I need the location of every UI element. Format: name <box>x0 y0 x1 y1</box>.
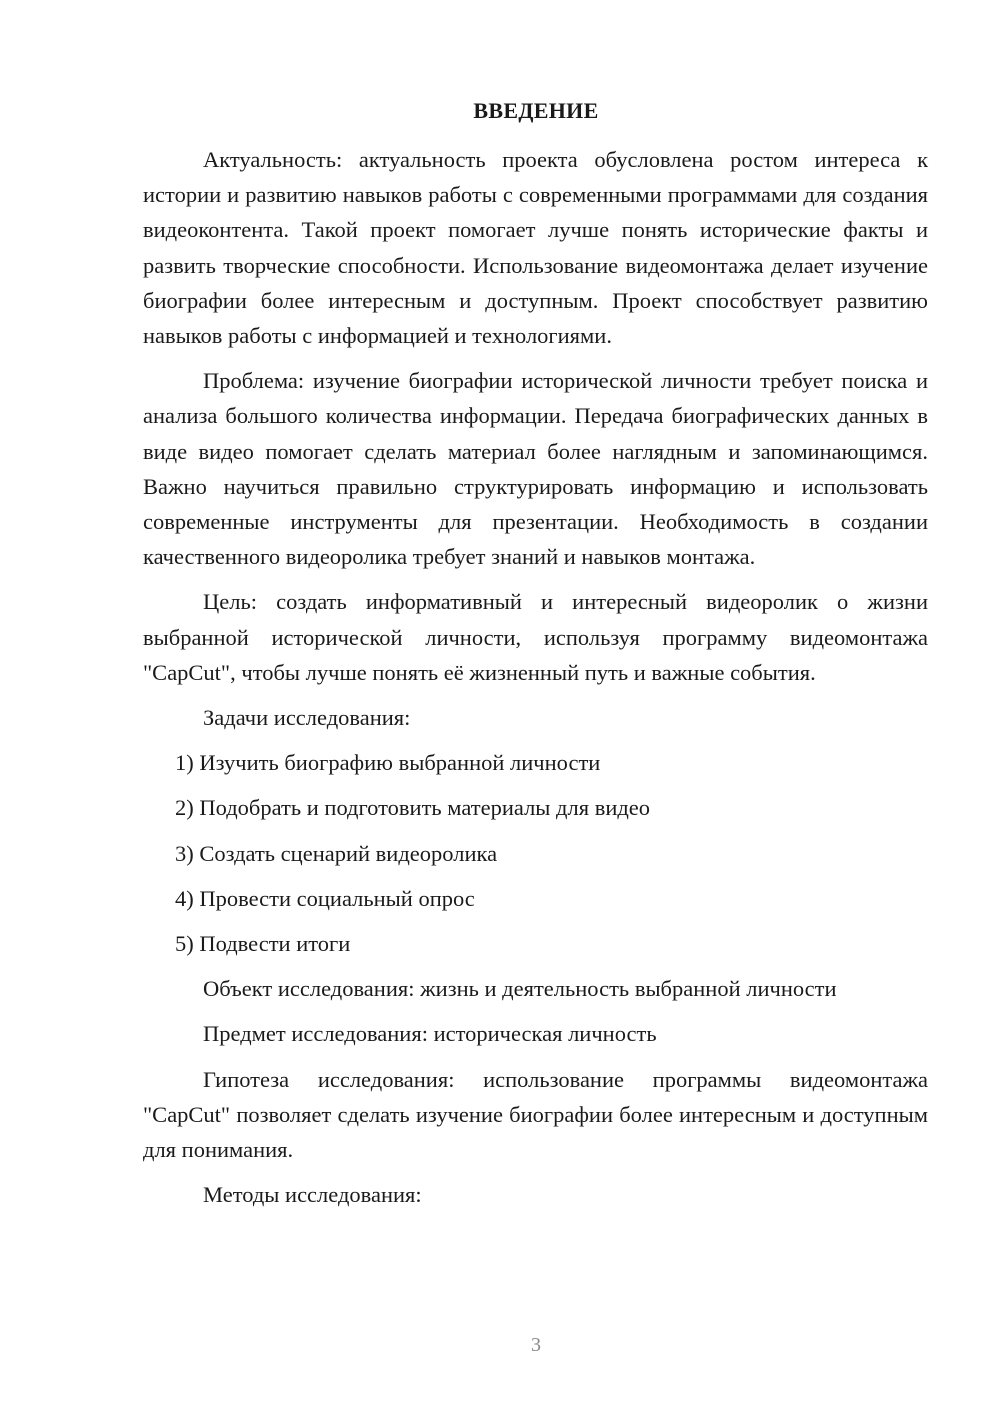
task-item: 3) Создать сценарий видеоролика <box>175 840 498 866</box>
relevance-paragraph: Актуальность: актуальность проекта обусловлена ростом интереса к истории и развитию навыков работы с современными программами для создания видеоконтента. Такой проект помогает лучше понять исторические факты и развить творческие способности. Использование видеомонтажа делает изучение биографии более интересным и доступным. Проект способствует развитию навыков работы с информацией и технологиями. <box>143 147 928 349</box>
task-item: 2) Подобрать и подготовить материалы для видео <box>175 795 651 821</box>
methods-heading: Методы исследования: <box>203 1182 422 1208</box>
page-number: 3 <box>531 1334 541 1356</box>
problem-paragraph: Проблема: изучение биографии исторической личности требует поиска и анализа большого количества информации. Передача биографических данных в виде видео помогает сделать материал более наглядным и запоминающимся. Важно научиться правильно структурировать информацию и использовать современные инструменты для презентации. Необходимость в создании качественного видеоролика требует знаний и навыков монтажа. <box>143 368 928 570</box>
object-line: Объект исследования: жизнь и деятельность выбранной личности <box>203 976 837 1002</box>
document-body <box>143 142 928 1222</box>
section-title: ВВЕДЕНИЕ <box>473 98 599 123</box>
task-item: 1) Изучить биографию выбранной личности <box>175 750 601 776</box>
tasks-list <box>143 745 928 961</box>
tasks-heading: Задачи исследования: <box>203 705 411 731</box>
goal-paragraph: Цель: создать информативный и интересный видеоролик о жизни выбранной исторической личности, используя программу видеомонтажа "CapCut", чтобы лучше понять её жизненный путь и важные события. <box>143 589 928 685</box>
task-item: 4) Провести социальный опрос <box>175 885 475 911</box>
subject-line: Предмет исследования: историческая личность <box>203 1021 657 1047</box>
task-item: 5) Подвести итоги <box>175 931 351 957</box>
hypothesis-paragraph: Гипотеза исследования: использование программы видеомонтажа "CapCut" позволяет сделать изучение биографии более интересным и доступным для понимания. <box>143 1066 928 1163</box>
